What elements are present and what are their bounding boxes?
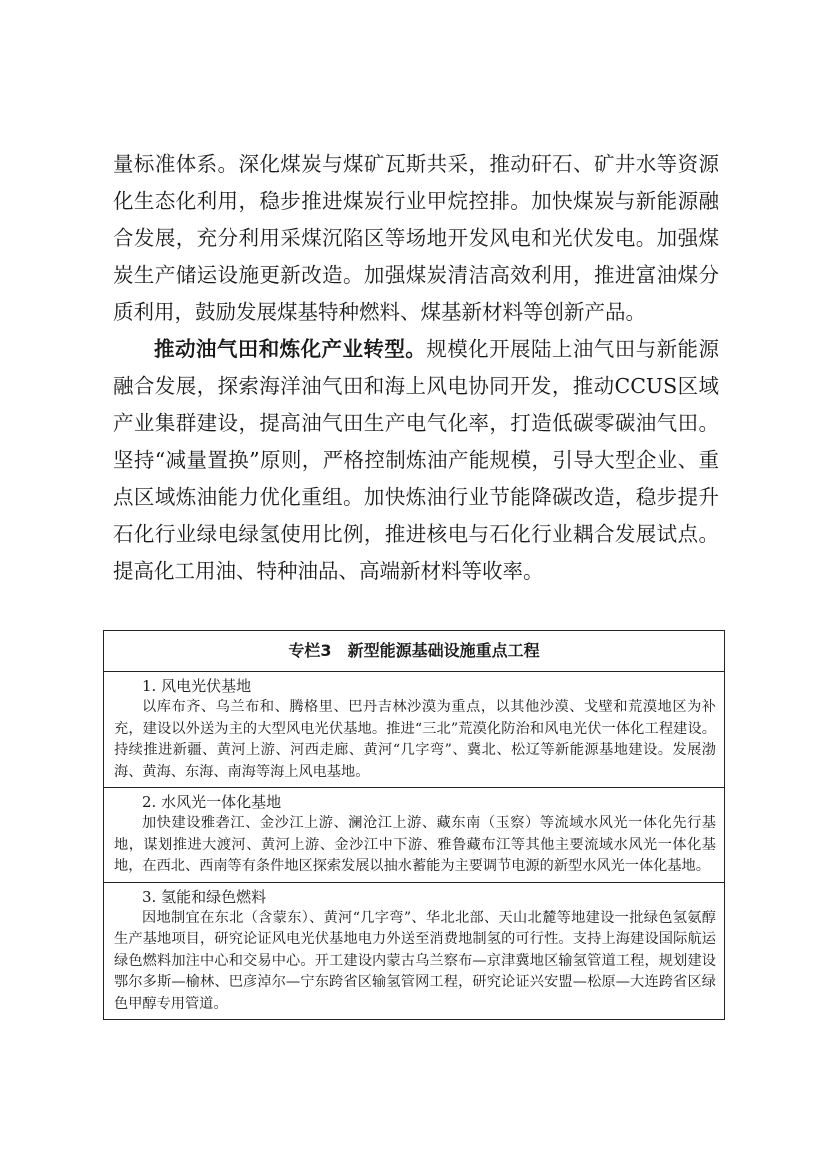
paragraph-2-lead: 推动油气田和炼化产业转型。 [154, 337, 427, 361]
box-section-heading: 2. 水风光一体化基地 [142, 793, 282, 811]
box-title [104, 631, 724, 672]
body-text [113, 146, 719, 590]
feature-box [103, 630, 725, 1020]
box-section-3 [104, 883, 724, 1020]
paragraph-1-text: 量标准体系。深化煤炭与煤矿瓦斯共采，推动矸石、矿井水等资源化生态化利用，稳步推进煤炭行业甲烷控排。加快煤炭与新能源融合发展，充分利用采煤沉陷区等场地开发风电和光伏发电。加强煤炭生产储运设施更新改造。加强煤炭清洁高效利用，推进富油煤分质利用，鼓励发展煤基特种燃料、煤基新材料等创新产品。 [113, 152, 719, 324]
box-section-body: 因地制宜在东北（含蒙东）、黄河“几字弯”、华北北部、天山北麓等地建设一批绿色氢氨醇生产基地项目，研究论证风电光伏基地电力外送至消费地制氢的可行性。支持上海建设国际航运绿色燃料加注中心和交易中心。开工建设内蒙古乌兰察布—京津冀地区输氢管道工程，规划建设鄂尔多斯—榆林、巴彦淖尔—宁东跨省区输氢管网工程，研究论证兴安盟—松原—大连跨省区绿色甲醇专用管道。 [114, 909, 716, 1012]
box-title-text: 新型能源基础设施重点工程 [347, 641, 540, 660]
box-section-heading: 1. 风电光伏基地 [142, 677, 252, 695]
box-title-number: 专栏3 [288, 641, 332, 660]
box-section-body: 以库布齐、乌兰布和、腾格里、巴丹吉林沙漠为重点，以其他沙漠、戈壁和荒漠地区为补充，建设以外送为主的大型风电光伏基地。推进“三北”荒漠化防治和风电光伏一体化工程建设。持续推进新疆、黄河上游、河西走廊、黄河“几字弯”、冀北、松辽等新能源基地建设。发展渤海、黄海、东海、南海等海上风电基地。 [114, 699, 716, 780]
box-section-body: 加快建设雅砻江、金沙江上游、澜沧江上游、藏东南（玉察）等流域水风光一体化先行基地，谋划推进大渡河、黄河上游、金沙江中下游、雅鲁藏布江等其他主要流域水风光一体化基地，在西北、西南等有条件地区探索发展以抽水蓄能为主要调节电源的新型水风光一体化基地。 [114, 815, 716, 874]
paragraph-2-text: 规模化开展陆上油气田与新能源融合发展，探索海洋油气田和海上风电协同开发，推动CCUS区域产业集群建设，提高油气田生产电气化率，打造低碳零碳油气田。坚持“减量置换”原则，严格控制炼油产能规模，引导大型企业、重点区域炼油能力优化重组。加快炼油行业节能降碳改造，稳步提升石化行业绿电绿氢使用比例，推进核电与石化行业耦合发展试点。提高化工用油、特种油品、高端新材料等收率。 [113, 337, 719, 583]
paragraph-2 [113, 331, 719, 590]
box-section-2 [104, 788, 724, 883]
box-section-1 [104, 672, 724, 788]
paragraph-1 [113, 146, 719, 331]
box-section-heading: 3. 氢能和绿色燃料 [142, 887, 267, 906]
